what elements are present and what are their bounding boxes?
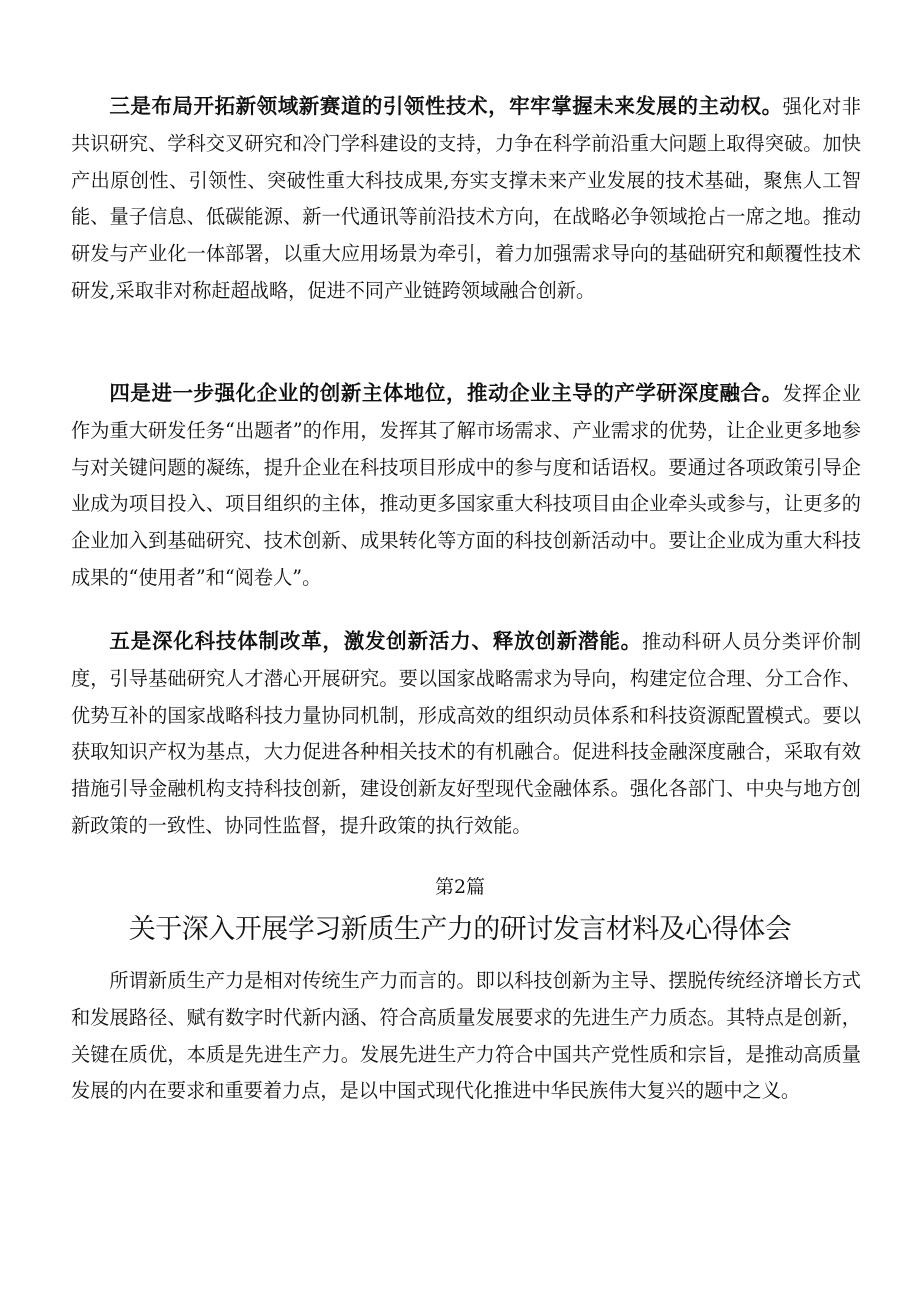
paragraph-body: 推动科研人员分类评价制度，引导基础研究人才潜心开展研究。要以国家战略需求为导向，构建定位合理、分工合作、优势互补的国家战略科技力量协同机制，形成高效的组织动员体系和科技资源配置模式。要以获取知识产权为基点，大力促进各种相关技术的有机融合。促进科技金融深度融合，采取有效措施引导金融机构支持科技创新，建设创新友好型现代金融体系。强化各部门、中央与地方创新政策的一致性、协同性监督，提升政策的执行效能。 xyxy=(71,630,862,837)
paragraph-body: 强化对非共识研究、学科交叉研究和冷门学科建设的支持，力争在科学前沿重大问题上取得突破。加快产出原创性、引领性、突破性重大科技成果,夯实支撑未来产业发展的技术基础，聚焦人工智能、量子信息、低碳能源、新一代通讯等前沿技术方向，在战略必争领域抢占一席之地。推动研发与产业化一体部署，以重大应用场景为牵引，着力加强需求导向的基础研究和颠覆性技术研发,采取非对称赶超战略，促进不同产业链跨领域融合创新。 xyxy=(71,95,862,302)
paragraph-body: 发挥企业作为重大研发任务“出题者”的作用，发挥其了解市场需求、产业需求的优势，让企业更多地参与对关键问题的凝练，提升企业在科技项目形成中的参与度和话语权。要通过各项政策引导企业成为项目投入、项目组织的主体，推动更多国家重大科技项目由企业牵头或参与，让更多的企业加入到基础研究、技术创新、成果转化等方面的科技创新活动中。要让企业成为重大科技成果的“使用者”和“阅卷人”。 xyxy=(71,382,862,589)
paragraph-three xyxy=(71,88,861,310)
document-title: 关于深入开展学习新质生产力的研讨发言材料及心得体会 xyxy=(128,914,792,945)
paragraph-five xyxy=(71,623,861,845)
paragraph-lead: 四是进一步强化企业的创新主体地位，推动企业主导的产学研深度融合。 xyxy=(109,381,783,405)
section-label: 第2篇 xyxy=(434,876,486,898)
paragraph-lead: 三是布局开拓新领域新赛道的引领性技术，牢牢掌握未来发展的主动权。 xyxy=(109,94,783,118)
paragraph-lead: 五是深化科技体制改革，激发创新活力、释放创新潜能。 xyxy=(109,629,642,653)
intro-paragraph: 所谓新质生产力是相对传统生产力而言的。即以科技创新为主导、摆脱传统经济增长方式和发展路径、赋有数字时代新内涵、符合高质量发展要求的先进生产力质态。其特点是创新，关键在质优，本质是先进生产力。发展先进生产力符合中国共产党性质和宗旨，是推动高质量发展的内在要求和重要着力点，是以中国式现代化推进中华民族伟大复兴的题中之义。 xyxy=(71,969,861,1103)
paragraph-four xyxy=(71,375,861,597)
